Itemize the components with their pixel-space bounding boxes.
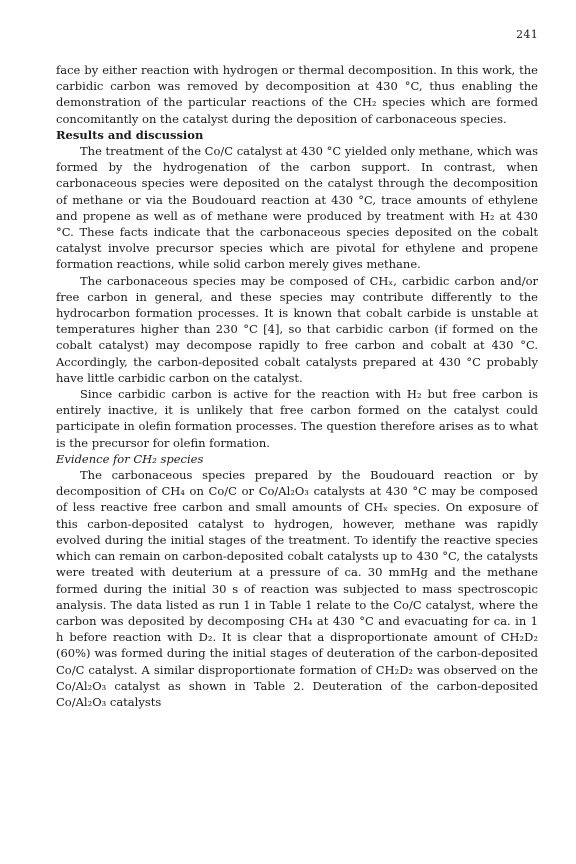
results-paragraph-1: The treatment of the Co/C catalyst at 430 °C yielded only methane, which was formed by the hydrogenation of the carbon support. In contrast, when carbonaceous species were deposited on the catalyst through the decomposition of methane or via the Boudouard reaction at 430 °C, trace amounts of ethylene and propene as well as of methane were produced by treatment with H₂ at 430 °C. These facts indicate that the carbonaceous species deposited on the cobalt catalyst involve precursor species which are pivotal for ethylene and propene formation reactions, while solid carbon merely gives methane. (56, 144, 538, 272)
evidence-paragraph-1: The carbonaceous species prepared by the Boudouard reaction or by decomposition of CH₄ on Co/C or Co/Al₂O₃ catalysts at 430 °C may be composed of less reactive free carbon and small amounts of CHₓ species. On exposure of this carbon-deposited catalyst to hydrogen, however, methane was rapidly evolved during the initial stages of the treatment. To identify the reactive species which can remain on carbon-deposited cobalt catalysts up to 430 °C, the catalysts were treated with deuterium at a pressure of ca. 30 mmHg and the methane formed during the initial 30 s of reaction was subjected to mass spectroscopic analysis. The data listed as run 1 in Table 1 relate to the Co/C catalyst, where the carbon was deposited by decomposing CH₄ at 430 °C and evacuating for ca. in 1 h before reaction with D₂. It is clear that a disproportionate amount of CH₂D₂ (60%) was formed during the initial stages of deuteration of the carbon-deposited Co/C catalyst. A similar disproportionate formation of CH₂D₂ was observed on the Co/Al₂O₃ catalyst as shown in Table 2. Deuteration of the carbon-deposited Co/Al₂O₃ catalysts (56, 468, 538, 709)
text-column (56, 62, 538, 710)
intro-paragraph: face by either reaction with hydrogen or thermal decomposition. In this work, the carbidic carbon was removed by decomposition at 430 °C, thus enabling the demonstration of the particular reactions of the CH₂ species which are formed concomitantly on the catalyst during the deposition of carbonaceous species. (56, 63, 538, 126)
section-heading: Results and discussion (56, 127, 204, 142)
subsection-heading: Evidence for CH₂ species (56, 451, 204, 466)
results-paragraph-2: The carbonaceous species may be composed of CHₓ, carbidic carbon and/or free carbon in general, and these species may contribute differently to the hydrocarbon formation processes. It is known that cobalt carbide is unstable at temperatures higher than 230 °C [4], so that carbidic carbon (if formed on the cobalt catalyst) may decompose rapidly to free carbon and cobalt at 430 °C. Accordingly, the carbon-deposited cobalt catalysts prepared at 430 °C probably have little carbidic carbon on the catalyst. (56, 273, 538, 385)
page-number: 241 (516, 28, 538, 41)
results-paragraph-3: Since carbidic carbon is active for the reaction with H₂ but free carbon is entirely inactive, it is unlikely that free carbon formed on the catalyst could participate in olefin formation processes. The question therefore arises as to what is the precursor for olefin formation. (56, 387, 538, 450)
